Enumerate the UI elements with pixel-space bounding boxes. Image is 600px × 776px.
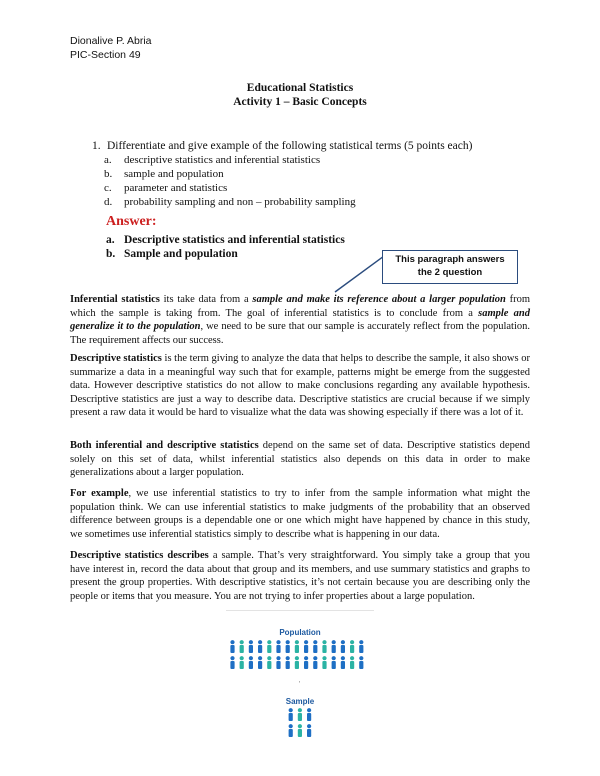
person-icon	[286, 640, 290, 653]
person-icon	[258, 640, 262, 653]
person-icon	[276, 640, 280, 653]
answer-heading: Answer:	[106, 214, 157, 229]
population-label: Population	[279, 628, 321, 637]
person-icon	[249, 640, 253, 653]
population-figures	[226, 640, 374, 674]
person-icon	[240, 640, 244, 653]
term: Descriptive statistics describes	[70, 550, 209, 561]
question-item	[104, 182, 227, 194]
callout-line-2: the 2 question	[417, 267, 483, 278]
person-icon	[298, 708, 302, 721]
person-icon	[341, 640, 345, 653]
person-icon	[230, 656, 234, 669]
term: Inferential statistics	[70, 294, 160, 305]
course-title: Educational Statistics	[246, 82, 354, 94]
item-letter: b.	[104, 168, 113, 180]
person-icon	[332, 640, 336, 653]
person-icon	[230, 640, 234, 653]
person-icon	[276, 656, 280, 669]
person-icon	[307, 708, 311, 721]
person-icon	[289, 724, 293, 737]
paragraph-example	[70, 487, 530, 541]
paragraph-inferential	[70, 293, 530, 347]
person-icon	[359, 640, 363, 653]
callout-box	[382, 250, 518, 284]
term: For example	[70, 488, 129, 499]
person-icon	[289, 708, 293, 721]
person-icon	[322, 640, 326, 653]
person-icon	[350, 640, 354, 653]
person-icon	[307, 724, 311, 737]
item-letter: a.	[104, 154, 112, 166]
item-text: probability sampling and non – probability sampling	[124, 196, 356, 208]
emphasis: sample and generalize it to the population	[70, 307, 531, 332]
person-icon	[295, 656, 299, 669]
author-section: PIC-Section 49	[70, 49, 141, 61]
question-text: Differentiate and give example of the following statistical terms (5 points each)	[107, 140, 473, 152]
population-sample-infographic	[226, 610, 374, 760]
item-text: parameter and statistics	[124, 182, 228, 194]
item-text: Sample and population	[124, 248, 238, 260]
person-icon	[304, 640, 308, 653]
item-letter: b.	[106, 248, 116, 260]
author-name: Dionalive P. Abria	[70, 35, 152, 47]
sample-label: Sample	[285, 697, 315, 706]
question-item	[104, 196, 356, 208]
person-icon	[295, 640, 299, 653]
item-letter: d.	[104, 196, 113, 208]
text: from which the sample is taking from. The goal of inferential statistics is to conclude from a	[70, 294, 531, 319]
person-icon	[313, 640, 317, 653]
paragraph-both	[70, 439, 530, 480]
tick-mark: ˈ	[298, 680, 301, 689]
question-item	[104, 154, 320, 166]
text: depend on the same set of data. Descriptive statistics depend solely on this set of data, whilst inferential statistics also depends on this data in order to make generalizations about a larger population.	[70, 440, 531, 478]
item-text: sample and population	[124, 168, 224, 180]
activity-title: Activity 1 – Basic Concepts	[233, 96, 367, 108]
person-icon	[304, 656, 308, 669]
person-icon	[258, 656, 262, 669]
person-icon	[298, 724, 302, 737]
text: is the term giving to analyze the data that helps to describe the sample, it also shows or summarize a data in a meaningful way such that for example, patterns might be emerge from the suggested data. However descriptive statistics do not allow to make conclusions regarding any available hypothesis. Descriptive statistics are just a way to describe data. Descriptive statistics are crucial because if we simply present a raw data it would be hard to visualize what the data was showing especially if there was a lot of it.	[70, 353, 530, 418]
text: its take data from a	[159, 294, 253, 305]
term: Descriptive statistics	[70, 353, 162, 364]
person-icon	[240, 656, 244, 669]
divider	[226, 610, 374, 611]
person-icon	[350, 656, 354, 669]
person-icon	[332, 656, 336, 669]
text: , we use inferential statistics to try to infer from the sample information what might the population think. We can use inferential statistics to make judgments of the probability that an observed difference between groups is a dependable one or one which might have happened by chance in this study, we sometimes use inferential statistics simply to describe what is happening in our data.	[70, 488, 530, 540]
person-icon	[313, 656, 317, 669]
person-icon	[359, 656, 363, 669]
person-icon	[249, 656, 253, 669]
sample-figures	[226, 708, 374, 742]
person-icon	[322, 656, 326, 669]
question-number: 1.	[92, 140, 101, 152]
question-item	[104, 168, 224, 180]
paragraph-describes	[70, 549, 530, 603]
term: Both inferential and descriptive statistics	[70, 440, 259, 451]
person-icon	[267, 656, 271, 669]
paragraph-descriptive	[70, 352, 530, 420]
item-text: descriptive statistics and inferential statistics	[124, 154, 321, 166]
person-icon	[286, 656, 290, 669]
answer-item	[106, 248, 238, 260]
text: , we need to be sure that our sample is accurately reflect from the population. The requirement affects our success.	[70, 321, 530, 346]
person-icon	[341, 656, 345, 669]
callout-line-1: This paragraph answers	[395, 254, 505, 265]
emphasis: sample and make its reference about a larger population	[252, 294, 506, 305]
answer-item	[106, 234, 345, 246]
person-icon	[267, 640, 271, 653]
item-letter: c.	[104, 182, 112, 194]
item-letter: a.	[106, 234, 115, 246]
item-text: Descriptive statistics and inferential statistics	[124, 234, 345, 246]
text: a sample. That’s very straightforward. You simply take a group that you have interest in, record the data about that group and its members, and use summary statistics and graphs to present the group properties. With descriptive statistics, it’s not certain because you are describing only the people or items that you measure. You are not trying to infer properties about a large population.	[70, 550, 530, 602]
